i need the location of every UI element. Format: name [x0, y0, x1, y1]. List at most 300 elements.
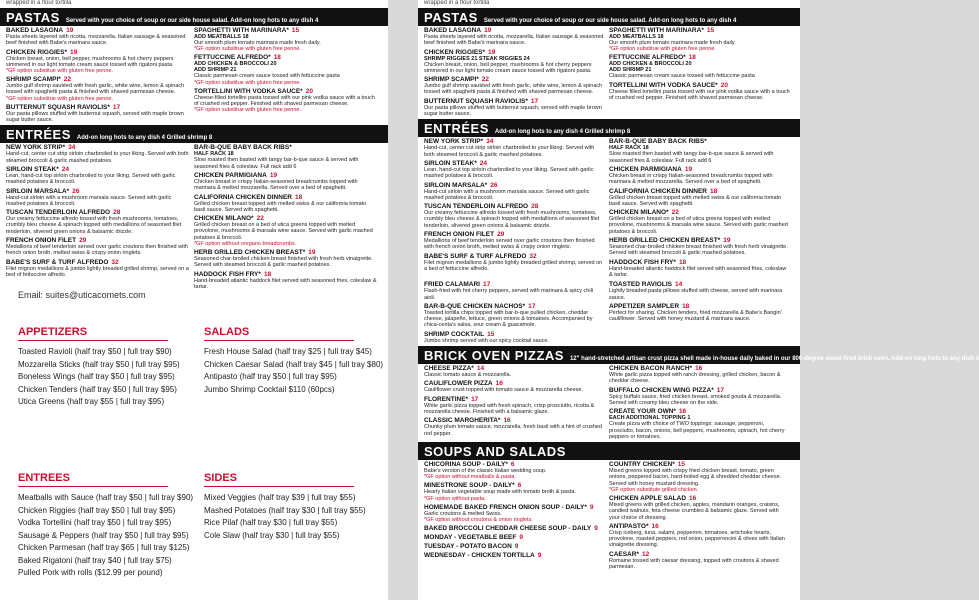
- item-name: SHRIMP SCAMPI*: [6, 76, 61, 84]
- item-name: BAKED BROCCOLI CHEDDAR CHEESE SOUP - DAILY: [424, 524, 592, 532]
- item-description: Mixed greens with grilled chicken, apples, mandarin oranges, craisins, candied walnuts, feta cheese crumbles & balsamic glaze. Served with your choice of dressing.: [609, 501, 780, 521]
- item-price: 14: [476, 365, 485, 373]
- item-name-row: [194, 271, 378, 278]
- item-name: BABE'S SURF & TURF ALFREDO: [6, 258, 109, 266]
- item-price: 16: [503, 417, 511, 425]
- gluten-free-note: *GF option without oregano breadcrumbs.: [194, 241, 297, 248]
- pastas-columns: [0, 26, 388, 125]
- item-price: 22: [671, 209, 679, 217]
- item-description: Grilled chicken breast topped with melted swiss & our california tomato basil sauce. Served with spaghetti.: [194, 200, 367, 213]
- item-price: 26: [72, 187, 80, 195]
- item-name: SHRIMP COCKTAIL: [424, 330, 485, 338]
- list: [609, 281, 794, 346]
- item-name-row: [194, 88, 378, 95]
- pizzas-header: [418, 346, 979, 364]
- item-price: 32: [529, 252, 537, 260]
- menu-item: [194, 249, 378, 269]
- gluten-free-note: *GF option substitue with gluten free penne.: [194, 79, 302, 86]
- gluten-free-note: *GF option substitue with gluten free penne.: [194, 107, 302, 114]
- item-name: WEDNESDAY - CHICKEN TORTILLA: [424, 551, 535, 559]
- list: [424, 138, 609, 280]
- item-price: 9: [519, 533, 523, 541]
- appetizers-section: [18, 326, 180, 409]
- item-name: FRENCH ONION FILET: [424, 231, 495, 239]
- item-name-row: [424, 417, 605, 424]
- soups-columns: [418, 460, 800, 572]
- item-price: 16: [695, 365, 703, 373]
- item-addon: EACH ADDITIONAL TOPPING 1: [609, 415, 691, 422]
- item-name-row: [609, 303, 790, 310]
- pizzas-subtitle: 12" hand-stretched artisan crust pizza shell made in-house daily baked in our 800-degree wood-fired brick oven. Add-on long hots to any dish 4: [569, 356, 979, 363]
- item-addon: ADD MEATBALLS 18: [194, 34, 249, 40]
- menu-item: [6, 49, 190, 75]
- catering-line: Chicken Tenders (half tray $50 | full tray $95): [18, 384, 177, 394]
- item-name-row: [424, 253, 605, 260]
- item-name-row: [609, 166, 790, 173]
- item-name: NEW YORK STRIP*: [424, 138, 484, 146]
- menu-item: [609, 188, 790, 208]
- item-name-row: [6, 166, 190, 173]
- item-name-row: [424, 49, 605, 56]
- gluten-free-note: *GF option without croutons & onion ringlets.: [424, 516, 533, 523]
- item-price: 19: [488, 48, 496, 56]
- item-name: APPETIZER SAMPLER: [609, 302, 680, 310]
- item-name-row: [424, 231, 605, 238]
- item-name: COUNTRY CHICKEN*: [609, 461, 675, 469]
- item-name-row: [424, 27, 605, 34]
- menu-item: [194, 172, 378, 192]
- item-description: Spicy buffalo sauce, fried chicken breast, smoked gouda & mozzarella. Served with creamy bleu cheese on the side.: [609, 393, 782, 406]
- catering-line: Chicken Caesar Salad (half tray $45 | full tray $80): [204, 359, 384, 369]
- item-description: Classic tomato sauce & mozzarella.: [424, 372, 512, 379]
- menu-item: [6, 27, 190, 47]
- menu-item: [424, 253, 605, 273]
- item-name: HERB GRILLED CHICKEN BREAST*: [609, 237, 721, 245]
- catering-line: Fresh House Salad (half tray $25 | full tray $45): [204, 347, 372, 356]
- item-name: BUTTERNUT SQUASH RAVIOLIS*: [424, 97, 528, 105]
- item-name-row: [6, 188, 190, 195]
- item-name-row: [424, 182, 605, 189]
- item-price: 28: [113, 209, 121, 217]
- item-price: 18: [709, 187, 718, 195]
- menu-item: [609, 523, 790, 549]
- menu-item: [424, 552, 605, 559]
- item-name-row: [424, 98, 605, 105]
- item-addon: ADD CHICKEN & BROCCOLI 20: [609, 61, 692, 68]
- item-addon: HALF RACK 18: [194, 151, 234, 158]
- item-name-row: [609, 408, 790, 415]
- item-name-row: [6, 49, 190, 56]
- item-name: FETTUCCINE ALFREDO*: [609, 54, 686, 62]
- item-name-row: [424, 331, 605, 338]
- item-price: 14: [674, 281, 683, 289]
- item-price: 15: [677, 461, 685, 469]
- pastas-header: [0, 8, 388, 26]
- item-description: Toasted tortilla chips topped with bar-b-que pulled chicken, cheddar cheese, jalapeño, lettuce, green onions & tomatoes. Accompanied by chica-cerita's salsa, sour cream & guacamole.: [424, 309, 593, 329]
- entrees-columns: [0, 143, 388, 298]
- item-name-row: [609, 495, 790, 502]
- menu-item: [424, 504, 605, 523]
- menu-item: [194, 215, 378, 247]
- item-price: 9: [594, 524, 598, 532]
- catering-line: Rice Pilaf (half tray $30 | full tray $55): [204, 518, 338, 527]
- item-name: BAR-B-QUE BABY BACK RIBS*: [609, 138, 707, 146]
- item-description: Our smooth plum tomato marinara made fresh daily.: [609, 40, 736, 46]
- item-description: Hand-breaded atlantic haddock filet served with seasoned fries, coleslaw & tartar.: [609, 265, 787, 278]
- menu-item: [609, 365, 790, 385]
- item-addon: ADD MEATBALLS 18: [609, 34, 664, 40]
- entrees-header: [418, 119, 800, 137]
- item-name-row: [6, 104, 190, 111]
- item-description: Chicken breast, onion, bell pepper, mushrooms & hot cherry peppers simmered in our light tomato cream sauce tossed with rigatoni pasta.: [424, 61, 592, 74]
- menu-item: [6, 188, 190, 208]
- item-price: 12: [641, 550, 650, 558]
- item-description: Chicken breast, onion, bell pepper, mushrooms & hot cherry peppers simmered in our light tomato cream sauce tossed with rigatoni pasta.: [6, 55, 174, 68]
- item-description: Romaine tossed with caesar dressing, topped with croutons & shaved parmesan.: [609, 557, 779, 571]
- item-description: Slow roasted then basted with tangy bar-b-que sauce & served with seasoned fries & coleslaw. Full rack add 6: [194, 157, 359, 170]
- item-name-row: [6, 76, 190, 83]
- menu-item: [609, 209, 790, 235]
- menu-item: [194, 27, 378, 52]
- item-price: 34: [486, 138, 494, 146]
- item-name-row: [194, 194, 378, 201]
- item-price: 9: [589, 503, 594, 511]
- list: [609, 365, 794, 442]
- item-name: CHICKEN PARMIGIANA: [194, 171, 267, 179]
- sides-heading: SIDES: [204, 472, 354, 487]
- item-description: White garlic pizza topped with fresh spinach, crisp prosciutto, ricotta & mozzarella cheese. Finished with a balsamic glaze.: [424, 402, 595, 415]
- left-menu-page: [0, 0, 388, 290]
- item-description: Chicken breast in crispy Italian-seasoned breadcrumbs topped with marinara & melted mozzarella. Served over a bed of spaghetti.: [194, 178, 358, 192]
- line-list: [18, 492, 193, 580]
- catering-line: Vodka Tortellini (half tray $50 | full tray $95): [18, 518, 172, 527]
- right-menu-page: [418, 0, 979, 600]
- item-price: 16: [651, 522, 659, 530]
- item-description: Filet mignon medallions & jumbo lightly breaded grilled shrimp, served on a bed of fettuccine alfredo.: [6, 265, 189, 278]
- item-name: MINESTRONE SOUP - DAILY*: [424, 482, 515, 490]
- list: [6, 27, 194, 125]
- list: [194, 144, 382, 298]
- menu-item: [424, 231, 605, 251]
- menu-item: [424, 534, 605, 541]
- item-name-row: [609, 259, 790, 266]
- item-name-row: [424, 303, 605, 310]
- item-name: MONDAY - VEGETABLE BEEF: [424, 533, 517, 541]
- item-name-row: [424, 281, 605, 288]
- list: [609, 27, 794, 119]
- item-name-row: [609, 27, 790, 34]
- item-name: CAESAR*: [609, 550, 639, 558]
- item-name: SIRLOIN STEAK*: [6, 165, 59, 173]
- item-name: CREATE YOUR OWN*: [609, 408, 676, 416]
- list: [609, 461, 794, 572]
- item-description: Grilled chicken breast topped with melted swiss & our california tomato basil sauce. Served with spaghetti.: [609, 194, 782, 207]
- item-description: Mixed greens topped with crispy fried chicken breast, tomato, green onions, peppered bacon, hard-boiled egg & shredded cheddar cheese. Served with honey mustard dressing.: [609, 468, 782, 487]
- entrees-heading: ENTREES: [18, 472, 168, 487]
- gluten-free-note: *GF option substitute grilled chicken.: [609, 486, 699, 493]
- menu-item: [6, 104, 190, 124]
- item-description: White garlic pizza topped with ranch dressing, grilled chicken, bacon & cheddar cheese.: [609, 372, 781, 385]
- item-price: 22: [481, 76, 490, 84]
- item-description: Jumbo shrimp served with our spicy cocktail sauce.: [424, 337, 550, 344]
- item-name-row: [424, 365, 605, 372]
- item-price: 9: [537, 551, 542, 559]
- menu-item: [609, 166, 790, 186]
- soups-title: SOUPS AND SALADS: [424, 444, 566, 460]
- item-description: Babe's version of the classic Italian wedding soup.: [424, 468, 547, 475]
- item-price: 9: [514, 542, 519, 550]
- item-price: 19: [66, 27, 74, 34]
- menu-item: [424, 138, 605, 158]
- item-price: 19: [684, 165, 693, 173]
- item-addon: SHRIMP RIGGIES 21 STEAK RIGGIES 24: [424, 55, 530, 62]
- gluten-free-note: *GF option substitue with gluten free penne.: [6, 68, 114, 75]
- item-name-row: [609, 523, 790, 530]
- item-price: 32: [111, 258, 119, 266]
- menu-item: [6, 144, 190, 164]
- item-name: CHEESE PIZZA*: [424, 365, 474, 373]
- item-name: FRIED CALAMARI: [424, 281, 480, 289]
- item-price: 17: [716, 386, 724, 394]
- item-description: Grilled chicken breast on a bed of utica greens topped with melted provolone, mushrooms & marsala wine sauce. Served with garlic mashed potatoes & broccoli.: [194, 222, 373, 241]
- menu-item: [609, 461, 790, 493]
- item-description: Lean, hand-cut top sirloin charbroiled to your liking. Served with garlic mashed potatoes & broccoli.: [424, 166, 594, 180]
- line-list: [18, 346, 180, 409]
- item-description: Chunky plum tomato sauce, mozzarella, fresh basil with a hint of crushed red pepper.: [424, 424, 602, 437]
- menu-item: [424, 203, 605, 229]
- item-description: Jumbo gulf shrimp sautéed with fresh garlic, white wine, lemon & spinach tossed with spaghetti pasta & finished with shaved parmesan cheese.: [6, 83, 185, 96]
- item-name: SIRLOIN MARSALA*: [6, 187, 70, 195]
- item-description: Cheese-filled tortellini pasta tossed with our pink vodka sauce with a touch of crushed red pepper. Finished with shaved parmesan cheese.: [194, 94, 375, 107]
- item-name: CHICKEN PARMIGIANA: [609, 165, 682, 173]
- item-price: 19: [723, 237, 731, 245]
- item-name-row: [6, 27, 190, 34]
- item-name: CHICKEN RIGGIES*: [6, 48, 68, 56]
- menu-item: [609, 303, 790, 323]
- salads-heading: SALADS: [204, 326, 354, 341]
- item-name-row: [6, 237, 190, 244]
- menu-item: [609, 27, 790, 52]
- catering-page: [0, 290, 388, 600]
- menu-item: [6, 209, 190, 235]
- entrees-subtitle: Add-on long hots to any dish 4 Grilled shrimp 8: [494, 129, 631, 136]
- catering-line: Mozzarella Sticks (half tray $50 | full tray $95): [18, 359, 180, 369]
- item-name-row: [609, 209, 790, 216]
- menu-item: [424, 365, 605, 378]
- item-name-row: [609, 387, 790, 394]
- catering-line: Utica Greens (half tray $55 | full tray $95): [18, 397, 165, 406]
- menu-item: [609, 387, 790, 407]
- menu-item: [609, 281, 790, 301]
- item-price: 6: [510, 461, 515, 469]
- item-name: TUSCAN TENDERLOIN ALFREDO: [6, 209, 111, 217]
- item-price: 16: [678, 408, 687, 416]
- item-name: TORTELLINI WITH VODKA SAUCE*: [194, 87, 303, 95]
- item-price: 20: [305, 87, 313, 95]
- menu-item: [424, 76, 605, 96]
- item-description: Hand-breaded atlantic haddock filet served with seasoned fries, coleslaw & tartar.: [194, 277, 377, 290]
- item-price: 29: [79, 237, 87, 245]
- item-name: BAR-B-QUE CHICKEN NACHOS*: [424, 302, 526, 310]
- item-name: SPAGHETTI WITH MARINARA*: [609, 27, 704, 34]
- menu-item: [194, 88, 378, 114]
- item-price: 17: [482, 281, 491, 289]
- catering-line: Toasted Ravioli (half tray $50 | full tray $90): [18, 347, 172, 356]
- menu-item: [194, 54, 378, 85]
- catering-line: Jumbo Shrimp Cocktail $110 (60pcs): [204, 384, 335, 394]
- list: [424, 461, 609, 572]
- menu-item: [424, 160, 605, 180]
- item-price: 18: [678, 258, 687, 266]
- item-name-row: [424, 76, 605, 83]
- entrees-title: ENTRÉES: [6, 127, 71, 143]
- item-description: Grilled chicken breast on a bed of utica greens topped with melted provolone, mushrooms & marsala wine sauce. Served with garlic mashed potatoes & broccoli.: [609, 216, 788, 235]
- catering-line: Boneless Wings (half tray $50 | full tray $95): [18, 372, 175, 381]
- item-price: 22: [256, 215, 264, 223]
- item-name-row: [424, 138, 605, 145]
- pizzas-columns: [418, 364, 800, 442]
- item-description: Crisp iceberg, tuna, salami, pepperoni, tomatoes, artichoke hearts, provolone, roasted peppers, red onion, pepperoncini & olives with Italian vinaigrette dressing.: [609, 529, 785, 549]
- item-addon: ADD SHRIMP 21: [194, 67, 237, 74]
- pizzas-title: BRICK OVEN PIZZAS: [424, 348, 564, 364]
- menu-item: [424, 27, 605, 47]
- item-description: Flash-fried with hot cherry peppers, served with marinara & spicy chili aioli.: [424, 288, 594, 301]
- item-name-row: [424, 203, 605, 210]
- item-name: SHRIMP SCAMPI*: [424, 76, 479, 84]
- item-name-row: [6, 209, 190, 216]
- item-name-row: [6, 144, 190, 151]
- item-name-row: [194, 172, 378, 179]
- item-price: 18: [682, 302, 690, 310]
- item-price: 24: [479, 159, 487, 167]
- menu-item: [609, 408, 790, 440]
- item-name-row: [424, 380, 605, 387]
- item-description: Pasta sheets layered with ricotta, mozzarella, Italian sausage & seasoned beef finished with Babe's marinara sauce.: [6, 34, 186, 47]
- cut-text: wrapped in a flour tortilla: [6, 0, 72, 6]
- entrees-header: [0, 125, 388, 143]
- item-name-row: [424, 482, 605, 489]
- item-description: Lean, hand-cut top sirloin charbroiled to your liking. Served with garlic mashed potatoes & broccoli.: [6, 172, 176, 186]
- item-name: BABE'S SURF & TURF ALFREDO: [424, 252, 527, 260]
- item-name-row: [424, 525, 605, 532]
- catering-line: Pulled Pork with rolls ($12.99 per pound): [18, 568, 163, 577]
- item-description: Classic parmesan cream sauce tossed with fettuccine pasta: [194, 73, 340, 80]
- item-description: Pasta sheets layered with ricotta, mozzarella, Italian sausage & seasoned beef finished with Babe's marinara sauce.: [424, 34, 604, 47]
- menu-item: [194, 144, 378, 170]
- item-price: 18: [688, 54, 696, 62]
- item-price: 17: [528, 302, 536, 310]
- list: [424, 281, 609, 346]
- item-name: CHICKEN MILANO*: [194, 215, 254, 223]
- item-description: Hand-cut sirloin with a mushroom marsala sauce. Served with garlic mashed potatoes & broccoli.: [424, 188, 590, 201]
- item-name-row: [194, 215, 378, 222]
- item-name-row: [424, 543, 605, 550]
- menu-item: [6, 166, 190, 186]
- item-description: Cauliflower crust topped with tomato sauce & mozzarella cheese.: [424, 387, 583, 394]
- menu-item: [609, 237, 790, 257]
- item-name-row: [194, 54, 378, 61]
- pastas-columns: [418, 26, 800, 119]
- item-name: BAKED LASAGNA: [424, 27, 482, 34]
- pastas-subtitle: Served with your choice of soup or our side house salad. Add-on long hots to any dish 4: [65, 18, 319, 24]
- menu-item: [609, 138, 790, 164]
- item-price: 24: [61, 165, 69, 173]
- item-description: Medallions of beef tenderloin served over garlic croutons then finished with french onion broth, melted swiss & crispy onion ringlets.: [424, 238, 595, 251]
- menu-item: [424, 49, 605, 75]
- menu-item: [609, 495, 790, 521]
- item-name-row: [194, 249, 378, 256]
- appetizers-heading: APPETIZERS: [18, 326, 168, 341]
- menu-item: [424, 396, 605, 416]
- item-description: Medallions of beef tenderloin served over garlic croutons then finished with french onion broth, melted swiss & crispy onion ringlets.: [6, 244, 188, 257]
- line-list: [204, 346, 383, 396]
- item-name-row: [609, 54, 790, 61]
- item-description: Classic parmesan cream sauce tossed with fettuccine pasta: [609, 73, 755, 80]
- menu-item: [609, 54, 790, 79]
- entrees-columns: [418, 137, 800, 280]
- item-name: CHICKEN APPLE SALAD: [609, 494, 687, 502]
- item-name-row: [424, 552, 605, 559]
- item-name-row: [194, 144, 378, 151]
- item-addon: ADD CHICKEN & BROCCOLI 20: [194, 61, 277, 68]
- entrees-title: ENTRÉES: [424, 121, 489, 137]
- item-name: BUFFALO CHICKEN WING PIZZA*: [609, 386, 714, 394]
- item-name: NEW YORK STRIP*: [6, 144, 66, 152]
- item-name: FRENCH ONION FILET: [6, 237, 77, 245]
- item-price: 34: [68, 144, 76, 152]
- item-description: Our pasta pillows stuffed with butternut squash, served with maple brown sugar butter sauce.: [6, 110, 184, 124]
- item-name-row: [6, 259, 190, 266]
- line-list: [204, 492, 366, 542]
- sides-section: [204, 472, 366, 542]
- item-name-row: [424, 160, 605, 167]
- item-description: Seasoned char-broiled chicken breast finished with fresh herb vinaigrette. Served with steamed broccoli & garlic mashed potatoes.: [194, 256, 373, 269]
- item-price: 28: [531, 203, 539, 211]
- item-name: SIRLOIN MARSALA*: [424, 181, 488, 189]
- item-name: TORTELLINI WITH VODKA SAUCE*: [609, 81, 718, 89]
- catering-line: Meatballs with Sauce (half tray $50 | full tray $90): [18, 493, 194, 502]
- item-price: 16: [495, 380, 503, 388]
- item-name: FETTUCCINE ALFREDO*: [194, 54, 271, 62]
- catering-line: Baked Rigatoni (half tray $40 | full tray $75): [18, 555, 172, 565]
- item-name-row: [194, 27, 378, 34]
- item-price: 29: [497, 231, 505, 239]
- item-description: Cheese filled tortellini pasta tossed with our pink vodka sauce with a touch of crushed red pepper. Finished with shaved parmesan cheese.: [609, 88, 790, 101]
- item-name-row: [609, 365, 790, 372]
- menu-item: [424, 380, 605, 393]
- item-name-row: [424, 461, 605, 468]
- catering-line: Mixed Veggies (half tray $39 | full tray $55): [204, 493, 356, 502]
- salads-section: [204, 326, 383, 396]
- item-name-row: [609, 82, 790, 89]
- item-price: 17: [471, 395, 479, 403]
- item-name: CHICKEN BACON RANCH*: [609, 365, 693, 373]
- entrees-extra-columns: [418, 280, 800, 346]
- catering-line: Sausage & Peppers (half tray $50 | full tray $95): [18, 530, 189, 540]
- menu-item: [424, 461, 605, 480]
- item-name: CHICORINA SOUP - DAILY*: [424, 461, 508, 469]
- item-description: Slow roasted then basted with tangy bar-b-que sauce & served with seasoned fries & coleslaw. Full rack add 6: [609, 151, 774, 164]
- item-price: 19: [70, 48, 78, 56]
- item-name-row: [609, 237, 790, 244]
- list: [424, 365, 609, 442]
- gluten-free-note: *GF option substitue with gluten free penne.: [609, 46, 717, 53]
- menu-item: [424, 525, 605, 532]
- list: [424, 27, 609, 119]
- item-price: 17: [530, 97, 539, 105]
- gluten-free-note: *GF option substitue with gluten free penne.: [194, 46, 302, 53]
- item-price: 26: [490, 181, 498, 189]
